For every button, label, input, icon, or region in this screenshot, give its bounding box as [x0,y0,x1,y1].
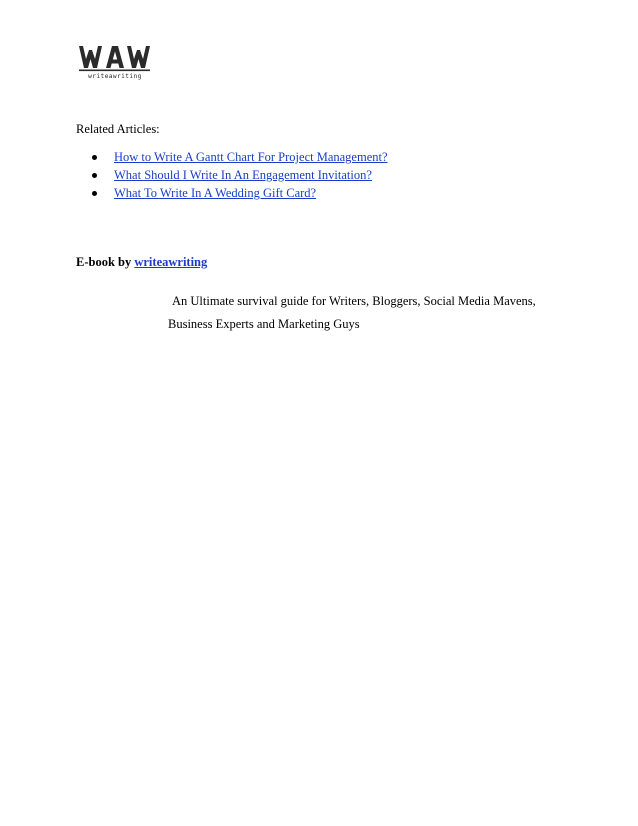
list-item [76,166,388,184]
related-article-link-engagement-invitation[interactable]: What Should I Write In An Engagement Invitation? [114,168,372,182]
related-article-link-gantt-chart[interactable]: How to Write A Gantt Chart For Project Management? [114,150,388,164]
writeawriting-logo [78,42,152,80]
ebook-line [76,254,207,270]
related-articles-heading: Related Articles: [76,122,160,136]
related-article-link-wedding-gift-card[interactable]: What To Write In A Wedding Gift Card? [114,186,317,200]
related-articles-list [76,148,388,202]
tagline-line-1: An Ultimate survival guide for Writers, Bloggers, Social Media Mavens, [172,294,536,308]
bullet-icon [92,155,97,160]
list-item [76,148,388,166]
list-item [76,184,388,202]
ebook-prefix: E-book by [76,255,132,269]
bullet-icon [92,191,97,196]
logo-caption: writeawriting [88,73,142,80]
ebook-author-link[interactable]: writeawriting [134,255,208,269]
tagline-line-2: Business Experts and Marketing Guys [168,317,360,331]
logo-mark-graphic [78,42,152,80]
bullet-icon [92,173,97,178]
ebook-tagline [168,290,588,336]
